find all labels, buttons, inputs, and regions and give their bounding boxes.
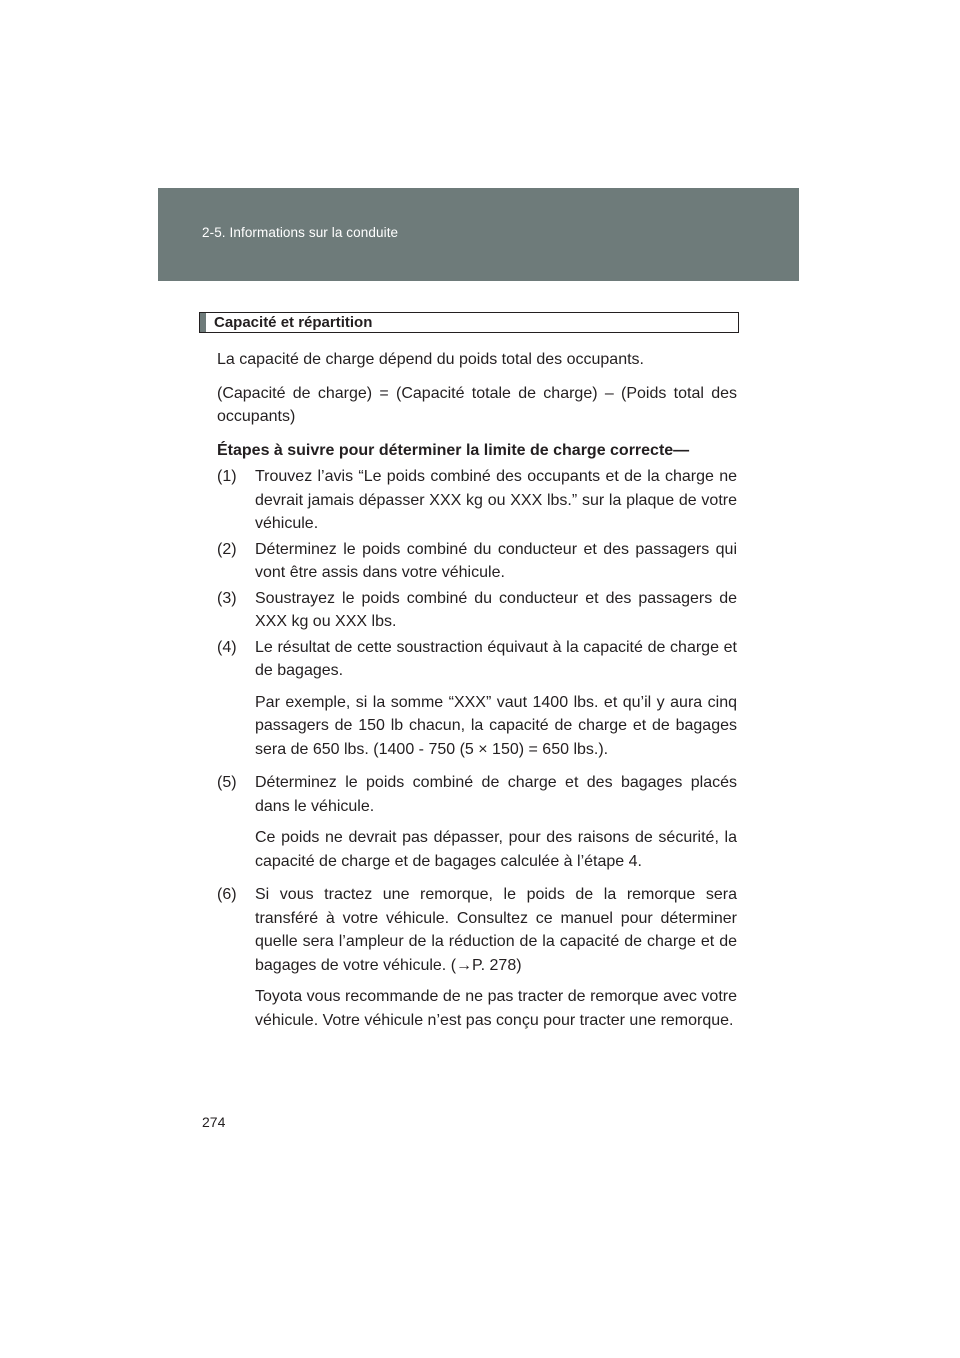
step-text: Si vous tractez une remorque, le poids de la remorque sera transféré à votre véhicule. Consultez ce manuel pour déterminer quelle sera l’ampleur de la réduction de la capacité de charge et de bagages de votre véhicule. (→P. 278)	[255, 886, 737, 974]
step-text: Trouvez l’avis “Le poids combiné des occupants et de la charge ne devrait jamais dépasser XXX kg ou XXX lbs.” sur la plaque de votre véhicule.	[255, 468, 737, 532]
step-4-example: Par exemple, si la somme “XXX” vaut 1400 lbs. et qu’il y aura cinq passagers de 150 lb chacun, la capacité de charge et de bagages sera de 650 lbs. (1400 - 750 (5 × 150) = 650 lbs.).	[255, 693, 737, 758]
step-6-note: Toyota vous recommande de ne pas tracter de remorque avec votre véhicule. Votre véhicule n’est pas conçu pour tracter une remorque.	[255, 988, 737, 1029]
step-6	[217, 883, 737, 977]
step-number: (1)	[217, 468, 237, 485]
steps-heading: Étapes à suivre pour déterminer la limite de charge correcte—	[217, 441, 690, 459]
step-number: (5)	[217, 774, 237, 791]
step-1	[217, 465, 737, 536]
step-number: (6)	[217, 886, 237, 903]
step-4	[217, 636, 737, 683]
section-title-box	[199, 312, 739, 333]
chapter-heading: 2-5. Informations sur la conduite	[202, 225, 399, 240]
intro-paragraph: La capacité de charge dépend du poids total des occupants.	[217, 351, 644, 368]
step-number: (4)	[217, 638, 237, 656]
step-number: (2)	[217, 540, 237, 558]
step-5	[217, 771, 737, 818]
header-band	[158, 188, 799, 281]
step-number: (3)	[217, 589, 237, 607]
formula-paragraph: (Capacité de charge) = (Capacité totale de charge) – (Poids total des occupants)	[217, 384, 737, 425]
step-3	[217, 587, 737, 634]
page-number: 274	[202, 1114, 226, 1130]
body-content	[217, 348, 737, 1042]
step-text: Déterminez le poids combiné du conducteur et des passagers qui vont être assis dans votre véhicule.	[255, 540, 737, 581]
step-text: Soustrayez le poids combiné du conducteur et des passagers de XXX kg ou XXX lbs.	[255, 589, 737, 630]
step-2	[217, 538, 737, 585]
step-text: Le résultat de cette soustraction équivaut à la capacité de charge et de bagages.	[255, 638, 737, 679]
step-5-note: Ce poids ne devrait pas dépasser, pour des raisons de sécurité, la capacité de charge et de bagages calculée à l’étape 4.	[255, 829, 737, 870]
step-text: Déterminez le poids combiné de charge et des bagages placés dans le véhicule.	[255, 774, 737, 815]
section-title: Capacité et répartition	[214, 314, 373, 331]
